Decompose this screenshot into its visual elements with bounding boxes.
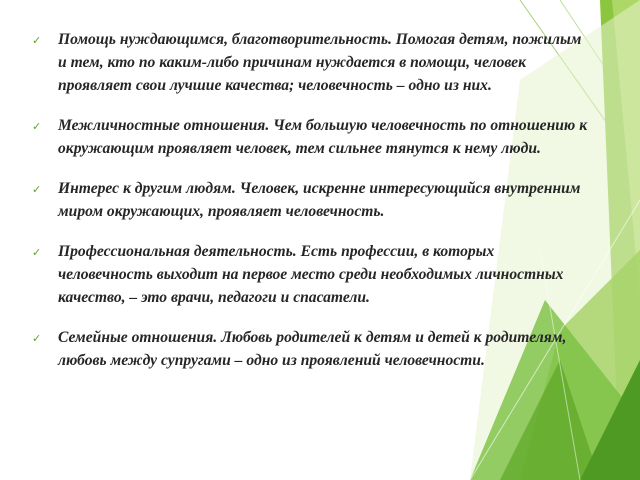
list-item bbox=[32, 240, 592, 309]
checkmark-icon: ✓ bbox=[32, 34, 42, 47]
checkmark-icon: ✓ bbox=[32, 332, 42, 345]
list-item bbox=[32, 114, 592, 160]
list-item bbox=[32, 28, 592, 97]
bullet-list bbox=[32, 28, 592, 372]
content-area bbox=[32, 28, 592, 389]
list-item-text: Семейные отношения. Любовь родителей к детям и детей к родителям, любовь между супругами – одно из проявлений человечности. bbox=[58, 329, 567, 369]
checkmark-icon: ✓ bbox=[32, 183, 42, 196]
list-item bbox=[32, 177, 592, 223]
list-item-text: Интерес к другим людям. Человек, искренне интересующийся внутренним миром окружающих, проявляет человечность. bbox=[58, 180, 581, 220]
list-item-text: Межличностные отношения. Чем большую человечность по отношению к окружающим проявляет человек, тем сильнее тянутся к нему люди. bbox=[58, 117, 588, 157]
list-item bbox=[32, 326, 592, 372]
checkmark-icon: ✓ bbox=[32, 120, 42, 133]
checkmark-icon: ✓ bbox=[32, 246, 42, 259]
list-item-text: Профессиональная деятельность. Есть профессии, в которых человечность выходит на первое место среди необходимых личностных качество, – это врачи, педагоги и спасатели. bbox=[58, 243, 564, 306]
list-item-text: Помощь нуждающимся, благотворительность. Помогая детям, пожилым и тем, кто по каким-либо причинам нуждается в помощи, человек проявляет свои лучшие качества; человечность – одно из них. bbox=[58, 31, 582, 94]
